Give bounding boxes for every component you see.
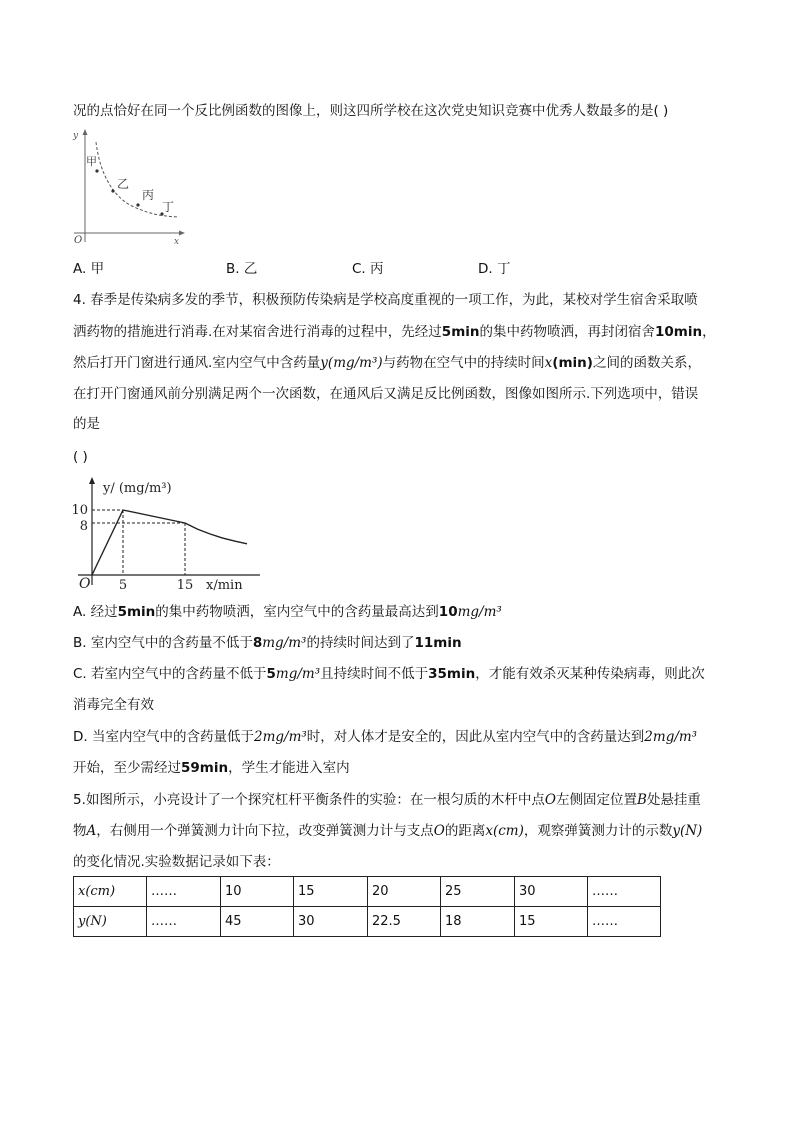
table-cell: 30: [294, 907, 368, 937]
q3-label-ding: 丁: [162, 200, 175, 214]
q4-option-c-line-1: C. 若室内空气中的含药量不低于5mg/m³且持续时间不低于35min，才能有效杀灭某种传染病毒，则此次: [73, 666, 705, 682]
table-cell: ……: [147, 877, 221, 907]
q4-y-axis-label: y/ (mg/m³): [103, 481, 172, 496]
q4-option-d-line-2: 开始，至少需经过59min，学生才能进入室内: [73, 760, 350, 776]
q3-question-text: 况的点恰好在同一个反比例函数的图像上，则这四所学校在这次党史知识竞赛中优秀人数最多的是( ): [73, 103, 669, 119]
q3-point-jia: [95, 169, 98, 172]
table-cell: 10: [221, 877, 294, 907]
q4-y-tick-8: 8: [79, 519, 88, 534]
table-cell: 25: [441, 877, 515, 907]
table-cell: 45: [221, 907, 294, 937]
q4-series-line-3: [185, 523, 247, 544]
q5-line-2: 物A，右侧用一个弹簧测力计向下拉，改变弹簧测力计与支点O的距离x(cm)，观察弹簧测力计的示数y(N): [73, 823, 703, 839]
q3-label-bing: 丙: [142, 188, 155, 202]
q4-series-line-2: [123, 510, 185, 523]
table-cell: 15: [515, 907, 588, 937]
q3-x-axis-arrow: [179, 231, 185, 236]
q4-line-4: 在打开门窗通风前分别满足两个一次函数，在通风后又满足反比例函数，图像如图所示.下列选项中，错误: [73, 386, 699, 402]
table-cell: 22.5: [368, 907, 441, 937]
table-cell: 30: [515, 877, 588, 907]
q5-line-3: 的变化情况.实验数据记录如下表：: [73, 854, 280, 870]
table-cell: x(cm): [74, 877, 147, 907]
q4-x-tick-15: 15: [176, 578, 194, 593]
q4-x-tick-5: 5: [118, 578, 128, 593]
q3-option-c: C. 丙: [352, 261, 384, 277]
q3-inverse-function-graph: [70, 126, 190, 250]
q4-x-axis-label: x/min: [206, 578, 243, 593]
q3-label-jia: 甲: [86, 155, 97, 168]
table-cell: ……: [588, 907, 661, 937]
q3-x-axis-label: x: [174, 237, 180, 247]
q4-option-d-line-1: D. 当室内空气中的含药量低于2mg/m³时，对人体才是安全的，因此从室内空气中的含药量达到2mg/m³: [73, 729, 698, 745]
table-cell: 18: [441, 907, 515, 937]
q3-point-bing: [136, 203, 139, 206]
q4-line-5: 的是: [73, 416, 100, 432]
table-cell: ……: [588, 877, 661, 907]
q5-data-table: [73, 876, 661, 937]
table-row: [74, 877, 661, 907]
q4-line-3: 然后打开门窗进行通风.室内空气中含药量y(mg/m³)与药物在空气中的持续时间x(min)之间的函数关系，: [73, 355, 701, 371]
q4-option-a: A. 经过5min的集中药物喷洒，室内空气中的含药量最高达到10mg/m³: [73, 604, 502, 620]
q4-y-axis-arrow: [89, 477, 95, 484]
q3-y-axis-arrow: [83, 129, 88, 135]
q3-option-b: B. 乙: [226, 261, 258, 277]
q4-line-2: 洒药物的措施进行消毒.在对某宿舍进行消毒的过程中，先经过5min的集中药物喷洒，再封闭宿舍10min，: [73, 324, 716, 340]
q4-drug-concentration-chart: [70, 473, 270, 599]
table-cell: y(N): [74, 907, 147, 937]
q3-option-d: D. 丁: [478, 261, 511, 277]
q3-origin-label: O: [74, 235, 83, 246]
q3-point-yi: [111, 189, 114, 192]
q5-line-1: 5.如图所示，小亮设计了一个探究杠杆平衡条件的实验：在一根匀质的木杆中点O左侧固定位置B处悬挂重: [73, 792, 701, 808]
q4-origin-label: O: [79, 576, 91, 592]
q4-line-1: 4. 春季是传染病多发的季节，积极预防传染病是学校高度重视的一项工作，为此，某校对学生宿舍采取喷: [73, 292, 698, 308]
table-cell: ……: [147, 907, 221, 937]
q4-series-line-1: [92, 510, 123, 575]
q4-option-c-line-2: 消毒完全有效: [73, 697, 154, 713]
q3-y-axis-label: y: [73, 131, 79, 141]
q3-option-a: A. 甲: [73, 261, 105, 277]
table-cell: 20: [368, 877, 441, 907]
q4-y-tick-10: 10: [71, 503, 88, 518]
q4-option-b: B. 室内空气中的含药量不低于8mg/m³的持续时间达到了11min: [73, 635, 462, 651]
q3-label-yi: 乙: [117, 177, 130, 191]
table-cell: 15: [294, 877, 368, 907]
table-row: [74, 907, 661, 937]
q4-answer-paren: ( ): [73, 449, 88, 465]
